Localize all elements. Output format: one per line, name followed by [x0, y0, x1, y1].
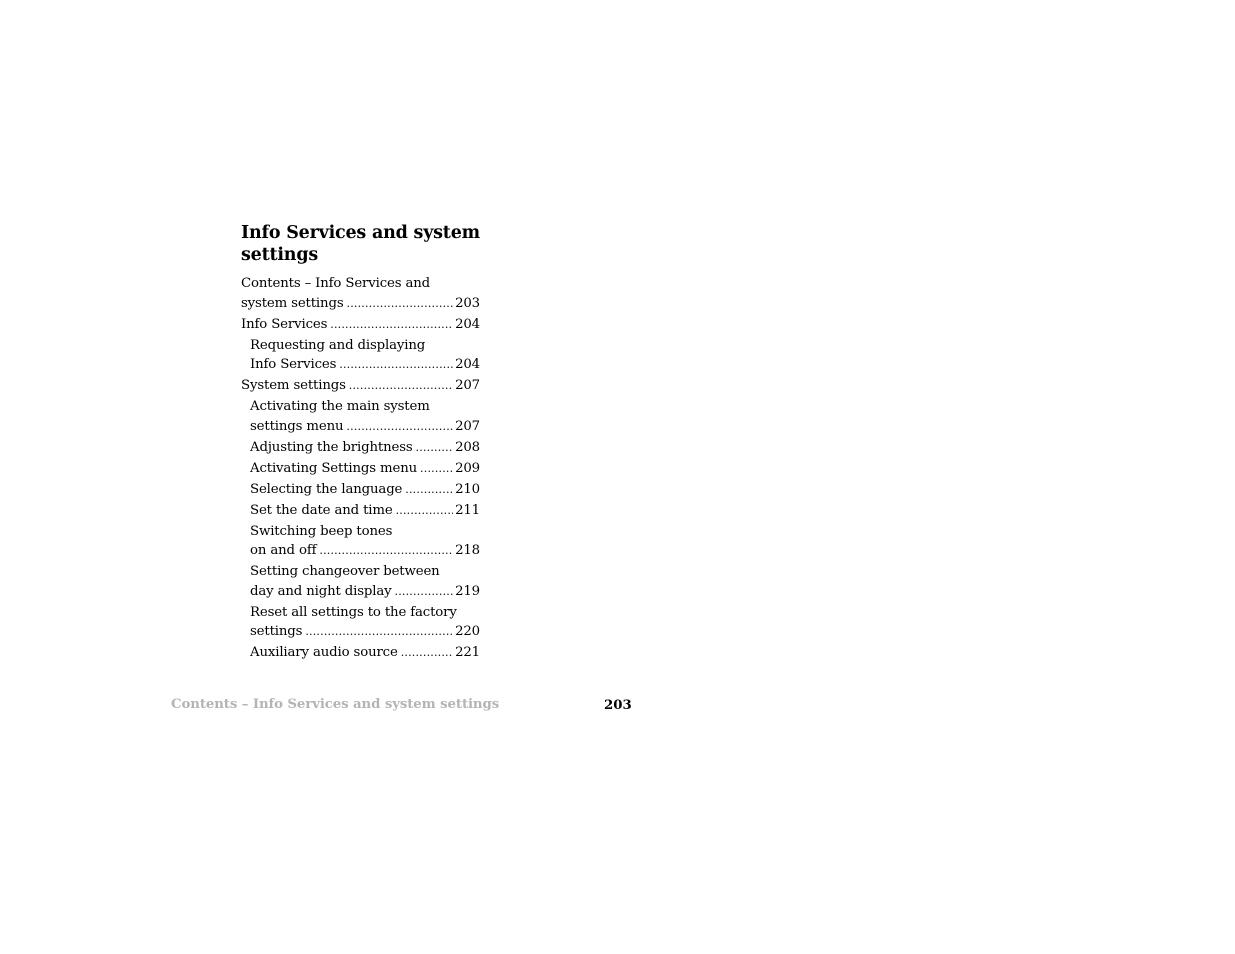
toc-entry-page: 204 [455, 357, 480, 372]
toc-entry[interactable] [241, 397, 480, 436]
dot-leader [339, 355, 453, 375]
dot-leader [349, 376, 453, 396]
dot-leader [401, 643, 453, 663]
dot-leader [305, 622, 453, 642]
toc-entry-label: on and off [250, 543, 317, 558]
toc-entry[interactable] [241, 376, 480, 396]
toc-entry[interactable] [241, 643, 480, 663]
toc-entry-page: 219 [455, 583, 480, 599]
toc-entry-page: 207 [455, 418, 480, 434]
toc-entry-row [250, 438, 480, 458]
dot-leader [319, 541, 453, 561]
toc-entry-page: 209 [455, 460, 480, 476]
toc-entry-list [241, 274, 480, 663]
toc-entry-label: settings menu [250, 418, 344, 434]
toc-entry-row [241, 376, 480, 396]
toc-entry-row [250, 355, 480, 375]
toc-entry[interactable] [241, 603, 480, 642]
toc-entry-line: Switching beep tones [250, 523, 393, 539]
dot-leader [405, 480, 453, 500]
toc-entry[interactable] [241, 315, 480, 335]
toc-entry-label: system settings [241, 295, 344, 311]
toc-entry-label: System settings [241, 378, 346, 393]
toc-entry[interactable] [241, 501, 480, 521]
dot-leader [395, 582, 454, 602]
toc-entry-label: Activating Settings menu [250, 460, 418, 476]
toc-entry-page: 208 [455, 439, 480, 455]
toc-entry-label: Info Services [250, 357, 337, 372]
toc-entry-page: 210 [455, 481, 480, 497]
toc-entry-label: settings [250, 624, 303, 639]
dot-leader [346, 417, 453, 437]
toc-entry[interactable] [241, 480, 480, 500]
toc-entry-row [241, 294, 480, 314]
toc-entry-page: 204 [455, 316, 480, 332]
table-of-contents [241, 222, 480, 664]
toc-entry-page: 207 [455, 378, 480, 393]
toc-entry-row [250, 480, 480, 500]
toc-entry-line: Requesting and displaying [250, 337, 426, 353]
toc-entry-line: Reset all settings to the factory [250, 604, 457, 620]
toc-entry-row [250, 501, 480, 521]
toc-entry-row [250, 417, 480, 437]
dot-leader [347, 294, 454, 314]
toc-entry-label: Adjusting the brightness [250, 439, 413, 455]
dot-leader [330, 315, 453, 335]
toc-entry-line: Contents – Info Services and [241, 276, 431, 291]
toc-entry-row [250, 541, 480, 561]
toc-entry-page: 221 [455, 645, 480, 660]
toc-entry-row [250, 622, 480, 642]
dot-leader [396, 501, 453, 521]
toc-entry-page: 211 [455, 502, 480, 518]
toc-entry[interactable] [241, 522, 480, 561]
toc-entry[interactable] [241, 274, 480, 313]
section-title: Info Services and system settings [241, 223, 480, 265]
toc-entry-row [250, 459, 480, 479]
toc-entry-line: Activating the main system [250, 399, 430, 414]
toc-entry-row [250, 643, 480, 663]
toc-entry[interactable] [241, 336, 480, 375]
toc-entry-row [250, 582, 480, 602]
dot-leader [416, 438, 454, 458]
toc-entry-page: 203 [455, 295, 480, 311]
running-footer-title: Contents – Info Services and system settings [171, 697, 500, 712]
toc-entry[interactable] [241, 562, 480, 601]
toc-entry-row [241, 315, 480, 335]
toc-entry-line: Setting changeover between [250, 564, 440, 579]
toc-entry-label: Info Services [241, 316, 328, 332]
toc-entry-page: 218 [455, 543, 480, 558]
toc-entry-label: Set the date and time [250, 502, 393, 518]
toc-entry-label: Selecting the language [250, 481, 403, 497]
toc-entry-page: 220 [455, 624, 480, 639]
dot-leader [420, 459, 453, 479]
toc-entry-label: Auxiliary audio source [250, 645, 398, 660]
toc-entry[interactable] [241, 459, 480, 479]
toc-entry-label: day and night display [250, 583, 392, 599]
page-number: 203 [604, 698, 632, 713]
toc-entry[interactable] [241, 438, 480, 458]
